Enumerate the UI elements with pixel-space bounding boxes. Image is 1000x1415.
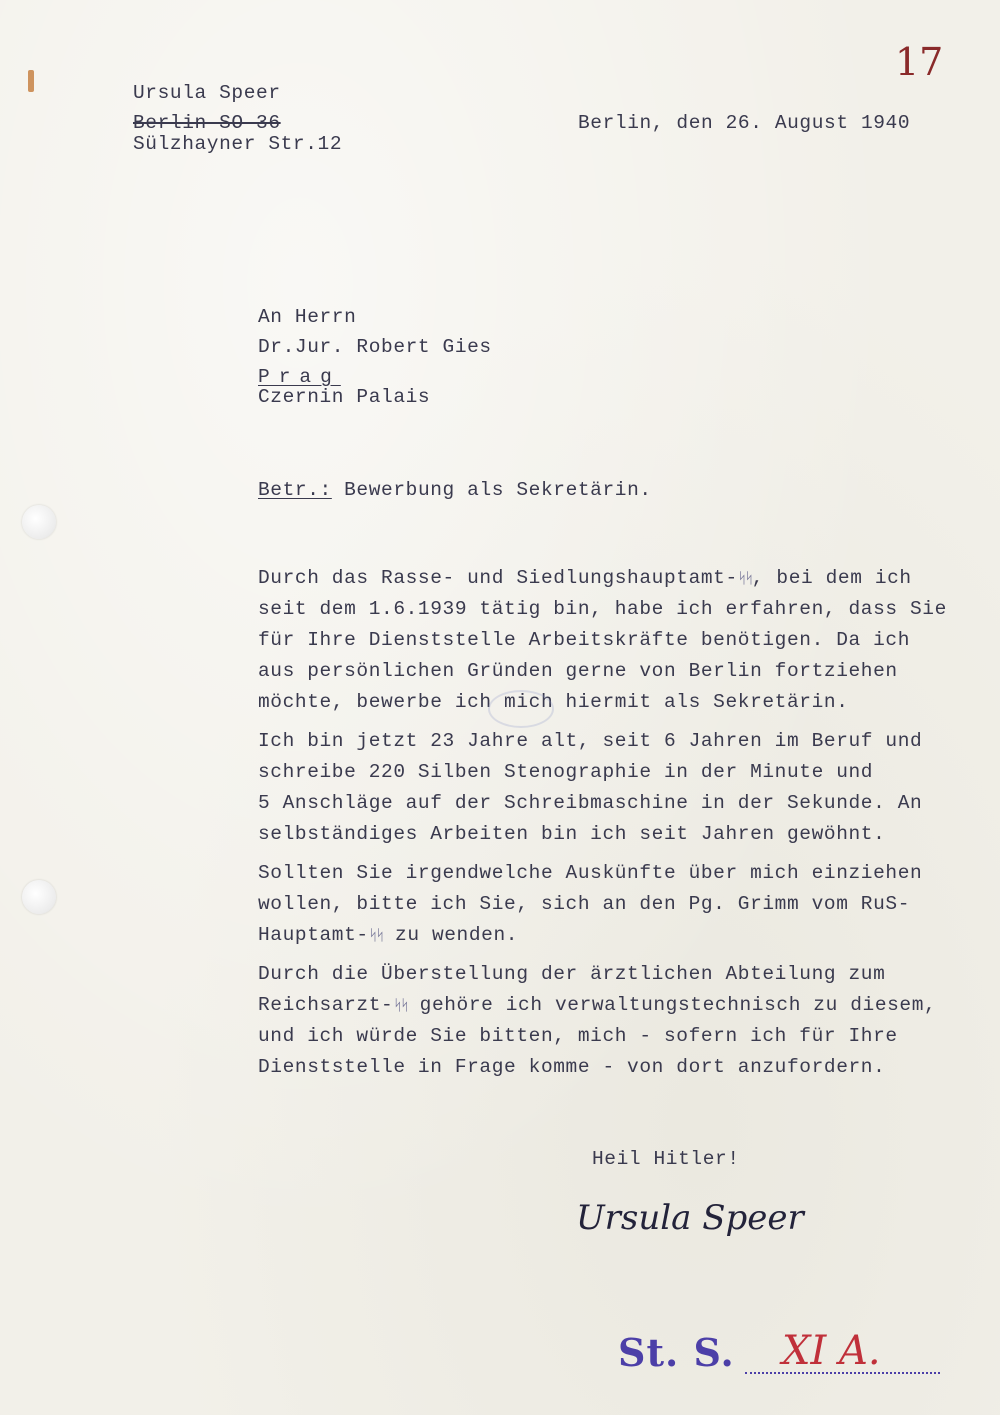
recipient-salutation: An Herrn [258, 306, 357, 328]
recipient-city: Prag [258, 366, 341, 388]
body-line: für Ihre Dienststelle Arbeitskräfte benötigen. Da ich [258, 629, 911, 651]
body-line: Durch das Rasse- und Siedlungshauptamt-ᛋᛋ, bei dem ich [258, 567, 912, 589]
punch-hole-top [22, 505, 56, 539]
body-line: 5 Anschläge auf der Schreibmaschine in der Sekunde. An [258, 792, 923, 814]
subject-colon: : [319, 479, 332, 501]
subject-line [258, 479, 652, 501]
body-line: Durch die Überstellung der ärztlichen Abteilung zum [258, 963, 886, 985]
ss-rune: ᛋᛋ [393, 996, 408, 1014]
body-line: Reichsarzt-ᛋᛋ gehöre ich verwaltungstechnisch zu diesem, [258, 994, 937, 1016]
body-line: möchte, bewerbe ich mich hiermit als Sekretärin. [258, 691, 849, 713]
sender-city-struck: Berlin SO 36 [133, 112, 281, 134]
closing: Heil Hitler! [592, 1148, 740, 1170]
page-number: 17 [895, 40, 944, 84]
body-line: selbständiges Arbeiten bin ich seit Jahren gewöhnt. [258, 823, 886, 845]
signature: Ursula Speer [576, 1198, 804, 1238]
ss-rune: ᛋᛋ [368, 926, 383, 944]
office-stamp: St. S. [618, 1330, 735, 1375]
body-line: Ich bin jetzt 23 Jahre alt, seit 6 Jahren im Beruf und [258, 730, 923, 752]
body-line: schreibe 220 Silben Stenographie in der Minute und [258, 761, 874, 783]
sender-name: Ursula Speer [133, 82, 281, 104]
subject-text: Bewerbung als Sekretärin. [331, 479, 652, 501]
stamp-handwritten: XI A. [782, 1328, 881, 1374]
body-line: aus persönlichen Gründen gerne von Berlin fortziehen [258, 660, 898, 682]
body-line: Sollten Sie irgendwelche Auskünfte über mich einziehen [258, 862, 923, 884]
subject-label: Betr. [258, 479, 320, 501]
sender-street: Sülzhayner Str.12 [133, 133, 343, 155]
body-line: wollen, bitte ich Sie, sich an den Pg. Grimm vom RuS- [258, 893, 911, 915]
body-line: seit dem 1.6.1939 tätig bin, habe ich erfahren, dass Sie [258, 598, 947, 620]
margin-mark [28, 70, 34, 92]
body-line: Hauptamt-ᛋᛋ zu wenden. [258, 924, 519, 946]
recipient-address: Czernin Palais [258, 386, 431, 408]
faint-seal [488, 690, 554, 728]
body-line: Dienststelle in Frage komme - von dort anzufordern. [258, 1056, 886, 1078]
body-line: und ich würde Sie bitten, mich - sofern ich für Ihre [258, 1025, 898, 1047]
recipient-name: Dr.Jur. Robert Gies [258, 336, 492, 358]
ss-rune: ᛋᛋ [737, 569, 752, 587]
punch-hole-bottom [22, 880, 56, 914]
letter-date: Berlin, den 26. August 1940 [578, 112, 911, 134]
